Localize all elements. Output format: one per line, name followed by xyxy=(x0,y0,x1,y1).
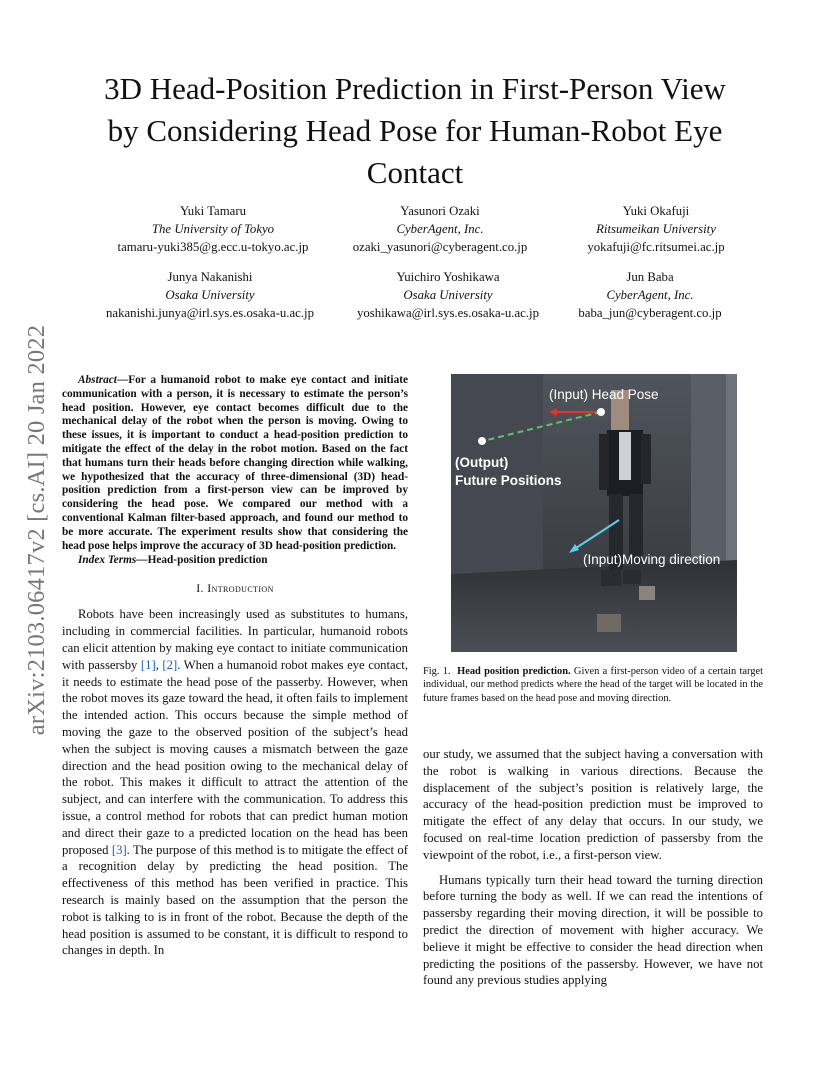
citation-link[interactable]: [2] xyxy=(162,657,178,672)
left-column xyxy=(62,374,408,959)
author-affiliation: CyberAgent, Inc. xyxy=(606,288,694,302)
author-block xyxy=(83,202,343,256)
right-column xyxy=(423,746,763,989)
intro-text: Robots have been increasingly used as substitutes to humans, including in commercial facilities. In particular, humanoid robots can elicit attention by making eye contact to initiate communication with passersby xyxy=(62,607,408,672)
floor xyxy=(451,560,737,652)
figure-1 xyxy=(451,374,737,652)
intro-text: . The purpose of this method is to mitigate the effect of a recognition delay by predicting the head position. The effectiveness of this method has been verified in practice. This research is mainly based on the assumption that the person the robot is talking to is in front of the robot. Because the depth of the head position is assumed to be constant, it is difficult to respond to changes in depth. In xyxy=(62,842,408,958)
abstract-lead: Abstract xyxy=(78,374,117,386)
label-output-2: Future Positions xyxy=(455,473,562,488)
abstract xyxy=(62,374,408,553)
section-title: Introduction xyxy=(207,581,274,596)
title-line-2: by Considering Head Pose for Human-Robot Eye xyxy=(107,113,723,148)
caption-prefix: Fig. 1. xyxy=(423,666,451,677)
author-email: yoshikawa@irl.sys.es.osaka-u.ac.jp xyxy=(356,306,539,320)
current-head-point xyxy=(597,408,605,416)
author-email: tamaru-yuki385@g.ecc.u-tokyo.ac.jp xyxy=(117,240,309,254)
author-affiliation: Osaka University xyxy=(403,288,493,302)
author-email: nakanishi.junya@irl.sys.es.osaka-u.ac.jp xyxy=(106,306,314,320)
author-affiliation: The University of Tokyo xyxy=(151,222,275,236)
author-block xyxy=(526,202,786,256)
caption-text: Given a first-person video of a certain target individual, our method predicts where the head of the target will be located in the future frames based on the head pose and moving direction. xyxy=(423,666,763,704)
index-terms-lead: Index Terms xyxy=(78,554,137,567)
author-email: yokafuji@fc.ritsumei.ac.jp xyxy=(587,240,725,254)
figure-image xyxy=(451,374,737,652)
citation-link[interactable]: [3] xyxy=(111,842,127,857)
index-terms-text: —Head-position prediction xyxy=(136,554,268,567)
section-number: I. xyxy=(196,581,204,596)
title-line-1: 3D Head-Position Prediction in First-Person View xyxy=(104,71,726,106)
abstract-text: —For a humanoid robot to make eye contact and initiate communication with a person, it is necessary to estimate the person’s head position. However, eye contact becomes difficult due to the mechanical delay of the robot when the person is moving. Owing to these issues, it is important to conduct a head-position prediction to mitigate the effect of the delay in the robot motion. Based on the fact that humans turn their heads before changing direction while walking, we hypothesized that the accuracy of three-dimensional (3D) head-position prediction from a first-person view can be improved by considering the head pose. We compared our method with a conventional Kalman filter-based approach, and found our method to be more accurate. The experiment results show that considering the head pose helps improve the accuracy of 3D head-position prediction. xyxy=(62,374,408,552)
future-position-point xyxy=(478,437,486,445)
author-name: Yuichiro Yoshikawa xyxy=(396,270,500,284)
paper-title xyxy=(70,68,760,194)
intro-text: , xyxy=(155,657,163,672)
index-terms xyxy=(62,553,408,567)
author-name: Yasunori Ozaki xyxy=(400,204,480,218)
author-affiliation: CyberAgent, Inc. xyxy=(396,222,484,236)
title-line-3: Contact xyxy=(366,155,464,190)
author-email: baba_jun@cyberagent.co.jp xyxy=(578,306,722,320)
author-affiliation: Ritsumeikan University xyxy=(596,222,716,236)
label-output-1: (Output) xyxy=(455,455,509,470)
intro-paragraph xyxy=(62,606,408,959)
caption-bold: Head position prediction. xyxy=(457,666,571,677)
arxiv-stamp xyxy=(22,300,52,760)
right-paragraph-2: Humans typically turn their head toward the turning direction before turning the body as well. If we can read the intentions of passersby regarding their moving direction, it will be possible to predict the direction of movement with higher accuracy. We believe it might be effective to consider the head direction when predicting the positions of the passersby. However, we have not found any previous studies applying xyxy=(423,872,763,988)
author-name: Yuki Tamaru xyxy=(179,204,247,218)
citation-link[interactable]: [1] xyxy=(140,657,156,672)
author-name: Junya Nakanishi xyxy=(167,270,253,284)
intro-text: . When a humanoid robot makes eye contact, it needs to estimate the head pose of the passerby. However, when the robot moves its gaze toward the head, it often fails to implement the intended action. This occurs because the simple method of moving the gaze to the observed position of the subject’s head when the subject is moving causes a mismatch between the gaze direction and the head position owing to the mechanical delay of the robot. This makes it difficult to attract the attention of the subject, and can interfere with the communication. To address this issue, a control method for robots that can predict human motion and direct their gaze to a predicted location on the head has been proposed xyxy=(62,657,409,857)
author-name: Jun Baba xyxy=(626,270,674,284)
author-name: Yuki Okafuji xyxy=(622,204,690,218)
section-heading xyxy=(62,581,408,596)
label-moving-direction: (Input)Moving direction xyxy=(583,552,721,567)
author-block xyxy=(520,268,780,322)
label-head-pose: (Input) Head Pose xyxy=(549,387,659,402)
arxiv-stamp-text: arXiv:2103.06417v2 [cs.AI] 20 Jan 2022 xyxy=(23,324,50,736)
figure-caption xyxy=(423,665,763,705)
author-affiliation: Osaka University xyxy=(165,288,255,302)
author-block xyxy=(80,268,340,322)
right-paragraph-1: our study, we assumed that the subject having a conversation with the robot is walking in various directions. Because the displacement of the subject’s position is relatively large, the accuracy of the head-position prediction must be improved to mitigate the effect of any delay that occurs. In our study, we focused on real-time location prediction of passersby from the viewpoint of the robot, i.e., a first-person view. xyxy=(423,747,763,862)
author-email: ozaki_yasunori@cyberagent.co.jp xyxy=(352,240,528,254)
